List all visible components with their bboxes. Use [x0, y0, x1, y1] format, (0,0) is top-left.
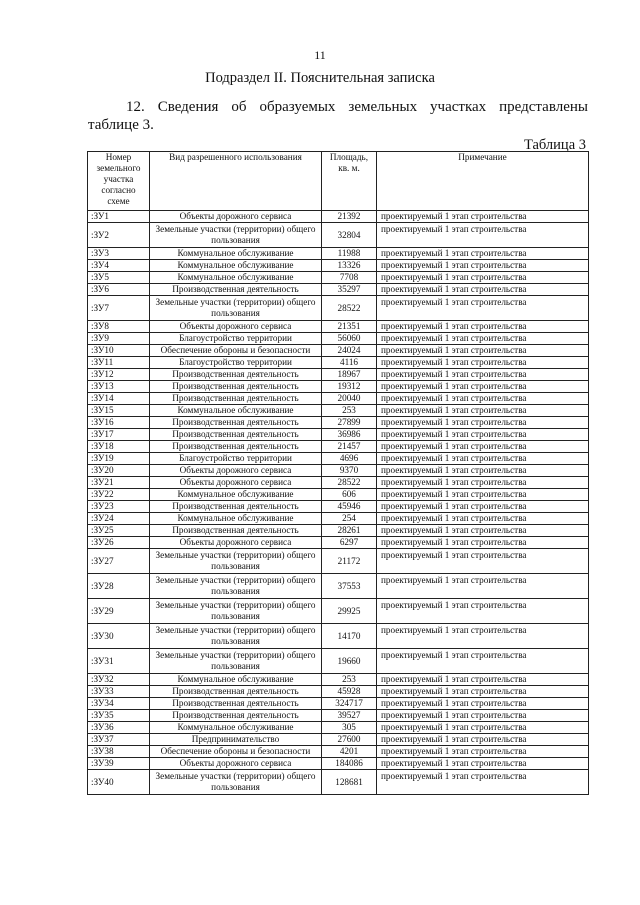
paragraph-number: 12.	[126, 99, 145, 115]
note-cell: проектируемый 1 этап строительства	[377, 369, 589, 381]
area-cell: 18967	[322, 369, 377, 381]
area-cell: 21392	[322, 211, 377, 223]
parcel-number-cell: :ЗУ7	[88, 296, 150, 321]
parcel-number-cell: :ЗУ14	[88, 393, 150, 405]
parcel-number-cell: :ЗУ35	[88, 710, 150, 722]
header-note: Примечание	[377, 152, 589, 211]
note-cell: проектируемый 1 этап строительства	[377, 284, 589, 296]
permitted-use-cell: Объекты дорожного сервиса	[150, 477, 322, 489]
area-cell: 37553	[322, 574, 377, 599]
paragraph-line-1	[88, 98, 588, 116]
table-row	[88, 489, 589, 501]
area-cell: 128681	[322, 770, 377, 795]
area-cell: 20040	[322, 393, 377, 405]
area-cell: 4201	[322, 746, 377, 758]
table-row	[88, 441, 589, 453]
table-row	[88, 674, 589, 686]
parcel-number-cell: :ЗУ1	[88, 211, 150, 223]
note-cell: проектируемый 1 этап строительства	[377, 537, 589, 549]
note-cell: проектируемый 1 этап строительства	[377, 333, 589, 345]
table-row	[88, 525, 589, 537]
note-cell: проектируемый 1 этап строительства	[377, 345, 589, 357]
table-row	[88, 381, 589, 393]
area-cell: 35297	[322, 284, 377, 296]
area-cell: 21351	[322, 321, 377, 333]
note-cell: проектируемый 1 этап строительства	[377, 357, 589, 369]
table-row	[88, 417, 589, 429]
paragraph-word: участках	[430, 99, 487, 115]
area-cell: 32804	[322, 223, 377, 248]
area-cell: 606	[322, 489, 377, 501]
table-row	[88, 345, 589, 357]
note-cell: проектируемый 1 этап строительства	[377, 417, 589, 429]
note-cell: проектируемый 1 этап строительства	[377, 525, 589, 537]
table-row	[88, 549, 589, 574]
permitted-use-cell: Земельные участки (территории) общего пользования	[150, 770, 322, 795]
permitted-use-cell: Земельные участки (территории) общего пользования	[150, 649, 322, 674]
area-cell: 254	[322, 513, 377, 525]
table-row	[88, 248, 589, 260]
area-cell: 28522	[322, 477, 377, 489]
parcel-number-cell: :ЗУ24	[88, 513, 150, 525]
area-cell: 27899	[322, 417, 377, 429]
table-row	[88, 321, 589, 333]
area-cell: 324717	[322, 698, 377, 710]
area-cell: 9370	[322, 465, 377, 477]
parcel-number-cell: :ЗУ19	[88, 453, 150, 465]
note-cell: проектируемый 1 этап строительства	[377, 722, 589, 734]
permitted-use-cell: Производственная деятельность	[150, 284, 322, 296]
paragraph-word: земельных	[348, 99, 418, 115]
header-area: Площадь, кв. м.	[322, 152, 377, 211]
table-row	[88, 369, 589, 381]
area-cell: 27600	[322, 734, 377, 746]
table-row	[88, 501, 589, 513]
parcels-table	[87, 151, 589, 795]
table-row	[88, 465, 589, 477]
area-cell: 21172	[322, 549, 377, 574]
area-cell: 7708	[322, 272, 377, 284]
table-row	[88, 211, 589, 223]
permitted-use-cell: Коммунальное обслуживание	[150, 248, 322, 260]
permitted-use-cell: Коммунальное обслуживание	[150, 272, 322, 284]
table-row	[88, 393, 589, 405]
note-cell: проектируемый 1 этап строительства	[377, 489, 589, 501]
permitted-use-cell: Коммунальное обслуживание	[150, 489, 322, 501]
area-cell: 4696	[322, 453, 377, 465]
table-row	[88, 333, 589, 345]
table-row	[88, 734, 589, 746]
note-cell: проектируемый 1 этап строительства	[377, 501, 589, 513]
table-row	[88, 272, 589, 284]
paragraph-word: представлены	[499, 99, 588, 115]
area-cell: 29925	[322, 599, 377, 624]
permitted-use-cell: Производственная деятельность	[150, 417, 322, 429]
note-cell: проектируемый 1 этап строительства	[377, 465, 589, 477]
note-cell: проектируемый 1 этап строительства	[377, 674, 589, 686]
parcel-number-cell: :ЗУ5	[88, 272, 150, 284]
area-cell: 305	[322, 722, 377, 734]
note-cell: проектируемый 1 этап строительства	[377, 405, 589, 417]
table-row	[88, 296, 589, 321]
page-number: 11	[314, 48, 326, 62]
permitted-use-cell: Производственная деятельность	[150, 369, 322, 381]
note-cell: проектируемый 1 этап строительства	[377, 260, 589, 272]
note-cell: проектируемый 1 этап строительства	[377, 296, 589, 321]
parcel-number-cell: :ЗУ39	[88, 758, 150, 770]
permitted-use-cell: Производственная деятельность	[150, 381, 322, 393]
permitted-use-cell: Коммунальное обслуживание	[150, 513, 322, 525]
permitted-use-cell: Предпринимательство	[150, 734, 322, 746]
parcel-number-cell: :ЗУ32	[88, 674, 150, 686]
paragraph-line-2: таблице 3.	[88, 117, 154, 133]
note-cell: проектируемый 1 этап строительства	[377, 734, 589, 746]
area-cell: 14170	[322, 624, 377, 649]
note-cell: проектируемый 1 этап строительства	[377, 549, 589, 574]
table-row	[88, 513, 589, 525]
permitted-use-cell: Земельные участки (территории) общего пользования	[150, 296, 322, 321]
table-row	[88, 284, 589, 296]
permitted-use-cell: Коммунальное обслуживание	[150, 674, 322, 686]
parcel-number-cell: :ЗУ40	[88, 770, 150, 795]
parcel-number-cell: :ЗУ10	[88, 345, 150, 357]
note-cell: проектируемый 1 этап строительства	[377, 381, 589, 393]
note-cell: проектируемый 1 этап строительства	[377, 599, 589, 624]
permitted-use-cell: Производственная деятельность	[150, 698, 322, 710]
parcel-number-cell: :ЗУ37	[88, 734, 150, 746]
parcel-number-cell: :ЗУ13	[88, 381, 150, 393]
permitted-use-cell: Производственная деятельность	[150, 686, 322, 698]
permitted-use-cell: Коммунальное обслуживание	[150, 405, 322, 417]
parcel-number-cell: :ЗУ20	[88, 465, 150, 477]
permitted-use-cell: Земельные участки (территории) общего пользования	[150, 599, 322, 624]
parcel-number-cell: :ЗУ34	[88, 698, 150, 710]
table-row	[88, 599, 589, 624]
permitted-use-cell: Обеспечение обороны и безопасности	[150, 746, 322, 758]
permitted-use-cell: Объекты дорожного сервиса	[150, 537, 322, 549]
parcel-number-cell: :ЗУ6	[88, 284, 150, 296]
table-row	[88, 770, 589, 795]
note-cell: проектируемый 1 этап строительства	[377, 513, 589, 525]
permitted-use-cell: Земельные участки (территории) общего пользования	[150, 549, 322, 574]
parcel-number-cell: :ЗУ8	[88, 321, 150, 333]
parcel-number-cell: :ЗУ2	[88, 223, 150, 248]
table-row	[88, 405, 589, 417]
area-cell: 21457	[322, 441, 377, 453]
note-cell: проектируемый 1 этап строительства	[377, 321, 589, 333]
note-cell: проектируемый 1 этап строительства	[377, 477, 589, 489]
table-row	[88, 698, 589, 710]
paragraph-word: Сведения	[157, 99, 219, 115]
parcel-number-cell: :ЗУ33	[88, 686, 150, 698]
area-cell: 45946	[322, 501, 377, 513]
permitted-use-cell: Благоустройство территории	[150, 357, 322, 369]
area-cell: 39527	[322, 710, 377, 722]
parcel-number-cell: :ЗУ16	[88, 417, 150, 429]
table-row	[88, 649, 589, 674]
area-cell: 24024	[322, 345, 377, 357]
permitted-use-cell: Производственная деятельность	[150, 710, 322, 722]
permitted-use-cell: Объекты дорожного сервиса	[150, 758, 322, 770]
note-cell: проектируемый 1 этап строительства	[377, 223, 589, 248]
note-cell: проектируемый 1 этап строительства	[377, 686, 589, 698]
table-row	[88, 223, 589, 248]
table-row	[88, 758, 589, 770]
note-cell: проектируемый 1 этап строительства	[377, 770, 589, 795]
parcel-number-cell: :ЗУ26	[88, 537, 150, 549]
parcel-number-cell: :ЗУ30	[88, 624, 150, 649]
permitted-use-cell: Объекты дорожного сервиса	[150, 465, 322, 477]
parcel-number-cell: :ЗУ18	[88, 441, 150, 453]
table-row	[88, 537, 589, 549]
parcel-number-cell: :ЗУ3	[88, 248, 150, 260]
table-row	[88, 260, 589, 272]
area-cell: 6297	[322, 537, 377, 549]
area-cell: 45928	[322, 686, 377, 698]
table-header-row	[88, 152, 589, 211]
parcel-number-cell: :ЗУ4	[88, 260, 150, 272]
area-cell: 184086	[322, 758, 377, 770]
table-row	[88, 357, 589, 369]
parcel-number-cell: :ЗУ29	[88, 599, 150, 624]
permitted-use-cell: Производственная деятельность	[150, 441, 322, 453]
parcel-number-cell: :ЗУ27	[88, 549, 150, 574]
table-row	[88, 453, 589, 465]
permitted-use-cell: Земельные участки (территории) общего пользования	[150, 223, 322, 248]
table-row	[88, 624, 589, 649]
note-cell: проектируемый 1 этап строительства	[377, 698, 589, 710]
parcel-number-cell: :ЗУ11	[88, 357, 150, 369]
table-row	[88, 746, 589, 758]
table-row	[88, 429, 589, 441]
note-cell: проектируемый 1 этап строительства	[377, 574, 589, 599]
permitted-use-cell: Коммунальное обслуживание	[150, 260, 322, 272]
header-parcel-number: Номер земельного участка согласно схеме	[88, 152, 150, 211]
parcel-number-cell: :ЗУ15	[88, 405, 150, 417]
table-row	[88, 710, 589, 722]
note-cell: проектируемый 1 этап строительства	[377, 624, 589, 649]
table-row	[88, 686, 589, 698]
parcel-number-cell: :ЗУ31	[88, 649, 150, 674]
parcel-number-cell: :ЗУ21	[88, 477, 150, 489]
note-cell: проектируемый 1 этап строительства	[377, 429, 589, 441]
area-cell: 19312	[322, 381, 377, 393]
permitted-use-cell: Благоустройство территории	[150, 333, 322, 345]
area-cell: 56060	[322, 333, 377, 345]
note-cell: проектируемый 1 этап строительства	[377, 758, 589, 770]
paragraph-12	[88, 98, 588, 134]
permitted-use-cell: Благоустройство территории	[150, 453, 322, 465]
permitted-use-cell: Коммунальное обслуживание	[150, 722, 322, 734]
parcel-number-cell: :ЗУ28	[88, 574, 150, 599]
table-row	[88, 477, 589, 489]
note-cell: проектируемый 1 этап строительства	[377, 272, 589, 284]
parcel-number-cell: :ЗУ22	[88, 489, 150, 501]
note-cell: проектируемый 1 этап строительства	[377, 453, 589, 465]
permitted-use-cell: Объекты дорожного сервиса	[150, 211, 322, 223]
note-cell: проектируемый 1 этап строительства	[377, 710, 589, 722]
note-cell: проектируемый 1 этап строительства	[377, 649, 589, 674]
note-cell: проектируемый 1 этап строительства	[377, 441, 589, 453]
area-cell: 28261	[322, 525, 377, 537]
permitted-use-cell: Производственная деятельность	[150, 429, 322, 441]
paragraph-word: образуемых	[259, 99, 336, 115]
parcel-number-cell: :ЗУ17	[88, 429, 150, 441]
parcel-number-cell: :ЗУ36	[88, 722, 150, 734]
parcel-number-cell: :ЗУ38	[88, 746, 150, 758]
permitted-use-cell: Производственная деятельность	[150, 501, 322, 513]
area-cell: 11988	[322, 248, 377, 260]
parcel-number-cell: :ЗУ25	[88, 525, 150, 537]
area-cell: 13326	[322, 260, 377, 272]
table-row	[88, 574, 589, 599]
table-body	[88, 211, 589, 795]
parcel-number-cell: :ЗУ12	[88, 369, 150, 381]
table-caption: Таблица 3	[523, 137, 586, 153]
area-cell: 253	[322, 405, 377, 417]
permitted-use-cell: Производственная деятельность	[150, 393, 322, 405]
area-cell: 253	[322, 674, 377, 686]
permitted-use-cell: Производственная деятельность	[150, 525, 322, 537]
parcel-number-cell: :ЗУ23	[88, 501, 150, 513]
area-cell: 28522	[322, 296, 377, 321]
subsection-title: Подраздел II. Пояснительная записка	[205, 70, 435, 86]
table-row	[88, 722, 589, 734]
area-cell: 4116	[322, 357, 377, 369]
area-cell: 36986	[322, 429, 377, 441]
permitted-use-cell: Объекты дорожного сервиса	[150, 321, 322, 333]
paragraph-word: об	[231, 99, 247, 115]
area-cell: 19660	[322, 649, 377, 674]
permitted-use-cell: Обеспечение обороны и безопасности	[150, 345, 322, 357]
permitted-use-cell: Земельные участки (территории) общего пользования	[150, 574, 322, 599]
permitted-use-cell: Земельные участки (территории) общего пользования	[150, 624, 322, 649]
note-cell: проектируемый 1 этап строительства	[377, 393, 589, 405]
note-cell: проектируемый 1 этап строительства	[377, 746, 589, 758]
note-cell: проектируемый 1 этап строительства	[377, 211, 589, 223]
note-cell: проектируемый 1 этап строительства	[377, 248, 589, 260]
header-permitted-use: Вид разрешенного использования	[150, 152, 322, 211]
parcel-number-cell: :ЗУ9	[88, 333, 150, 345]
